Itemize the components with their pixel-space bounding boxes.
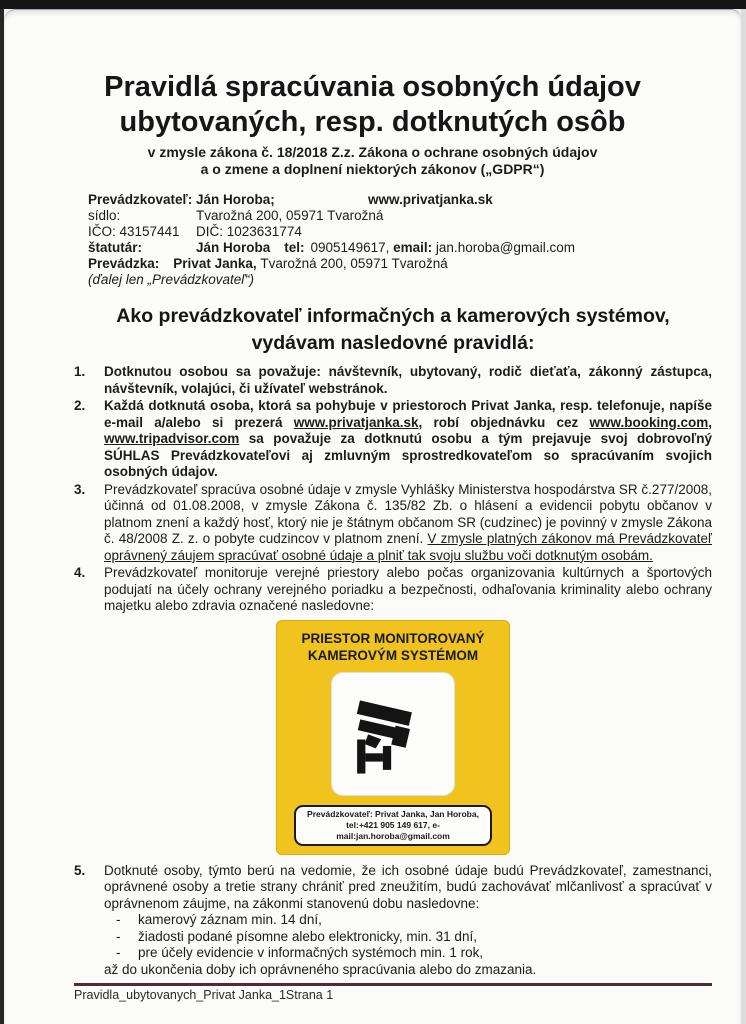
page-title-line2: ubytovaných, resp. dotknutých osôb <box>119 106 626 138</box>
rule-2-number: 2. <box>74 398 86 414</box>
provider-row-premises <box>88 256 712 272</box>
page-subtitle-line2: a o zmene a doplnení niektorých zákonov („GDPR“) <box>200 160 545 177</box>
rule-2-seg3: , <box>708 414 712 430</box>
rule-5-content <box>104 863 712 979</box>
premises-label: Prevádzka: <box>88 255 160 271</box>
rule-item-4 <box>74 565 712 615</box>
bullet-dash: - <box>116 928 121 944</box>
bullet-text: kamerový záznam min. 14 dní, <box>138 912 322 928</box>
provider-alias-note: (ďalej len „Prevádzkovateľ“) <box>88 271 255 287</box>
provider-row-statutory <box>88 240 712 256</box>
rule-item-5 <box>74 863 712 979</box>
cctv-camera-icon <box>347 688 439 780</box>
page-footer <box>74 983 712 1003</box>
operator-name: Ján Horoba; <box>196 192 275 207</box>
rule-2-seg4: sa považuje za dotknutú osobu a tým prejavuje svoj dobrovoľný SÚHLAS Prevádzkovateľovi aj zmluvným sprostredkovateľom so spracúvaním svojich osobných údajov. <box>104 431 712 480</box>
bullet-dash: - <box>116 945 121 961</box>
seat-value: Tvarožná 200, 05971 Tvarožná <box>196 207 384 223</box>
monitoring-sign-title-line2: KAMEROVÝM SYSTÉMOM <box>307 647 479 663</box>
operator-label: Prevádzkovateľ: <box>88 192 193 207</box>
page-title-line1: Pravidlá spracúvania osobných údajov <box>104 71 641 103</box>
rule-4-number: 4. <box>74 565 86 581</box>
section-heading <box>74 303 712 357</box>
tel-label: tel: <box>284 239 305 255</box>
monitoring-sign-title <box>285 630 501 664</box>
dic-value: DIČ: 1023631774 <box>196 223 302 239</box>
rule-4-text: Prevádzkovateľ monitoruje verejné priestory alebo počas organizovania kultúrnych a športových podujatí na účely ochrany verejného poriadku a bezpečnosti, odhaľovania kriminality alebo ochrany majetku alebo zdravia označené nasledovne: <box>104 565 712 614</box>
rule-3-seg1: Prevádzkovateľ spracúva osobné údaje v zmysle Vyhlášky Ministerstva hospodárstva SR č.277/2008, účinná od 01.08.2008, v zmysle Zákona č. 135/82 Zb. o hlásení a evidencii pobytu občanov v platnom znení a každý hosť, ktorý nie je štátnym občanom SR (cudzinec) je povinný v zmysle Zákona č. 48/2008 Z. z. o pobyte cudzincov v platnom znení. <box>104 481 712 547</box>
section-heading-line1: Ako prevádzkovateľ informačných a kamerových systémov, <box>116 305 670 328</box>
provider-row-seat <box>88 208 712 224</box>
rule-5-bullets <box>104 912 712 962</box>
rule-item-1 <box>74 364 712 397</box>
ico-value: IČO: 43157441 <box>88 223 180 239</box>
bullet-item <box>104 912 712 929</box>
monitoring-sign-contact <box>294 805 492 846</box>
tripadvisor-link: www.tripadvisor.com <box>104 431 240 447</box>
monitoring-sign-contact-line2: tel:+421 905 149 617, e-mail:jan.horoba@gmail.com <box>336 819 450 841</box>
monitoring-sign-title-line1: PRIESTOR MONITOROVANÝ <box>301 630 485 646</box>
provider-row-ids <box>88 224 712 240</box>
statutory-contact <box>196 240 575 256</box>
footer-filename: Pravidla_ubytovanych_Privat Janka_1Strana 1 <box>74 988 334 1003</box>
bullet-dash: - <box>116 912 121 928</box>
privatjanka-link: www.privatjanka.sk <box>293 414 419 430</box>
premises-address: Tvarožná 200, 05971 Tvarožná <box>260 255 448 271</box>
section-heading-line2: vydávam nasledovné pravidlá: <box>251 332 535 355</box>
website-link: www.privatjanka.sk <box>368 192 493 207</box>
rule-5-outro: až do ukončenia doby ich oprávneného spracúvania alebo do zmazania. <box>104 961 537 977</box>
rule-5-number: 5. <box>74 862 86 878</box>
statutory-name: Ján Horoba <box>196 239 271 255</box>
bullet-item <box>104 945 712 962</box>
rule-3-underlined-clause: V zmysle platných zákonov má Prevádzkovateľ oprávnený záujem spracúvať osobné údaje a plniť tak svoju službu voči dotknutým osobám. <box>104 531 712 563</box>
rule-2-seg2: , robí objednávku cez <box>418 414 590 430</box>
bullet-text: žiadosti podané písomne alebo elektronicky, min. 31 dní, <box>138 928 477 944</box>
provider-details-block <box>88 192 712 287</box>
rule-1-text: Dotknutou osobou sa považuje: návštevník, ubytovaný, rodič dieťaťa, zákonný zástupca, návštevník, volajúci, či užívateľ webstránok. <box>104 364 712 396</box>
provider-row-operator <box>88 192 712 208</box>
bullet-text: pre účely evidencie v informačných systémoch min. 1 rok, <box>138 945 484 961</box>
bullet-item <box>104 929 712 946</box>
page-subtitle-line1: v zmysle zákona č. 18/2018 Z.z. Zákona o ochrane osobných údajov <box>147 144 598 160</box>
rule-3-number: 3. <box>74 481 86 497</box>
rule-2-text <box>104 398 712 481</box>
document-body <box>4 192 741 1003</box>
rule-2-seg1: Každá dotknutá osoba, ktorá sa pohybuje v priestoroch Privat Janka, resp. telefonuje, napíše e-mail a/alebo si prezerá <box>104 398 712 430</box>
email-label: email: <box>393 239 433 255</box>
booking-link: www.booking.com <box>589 414 709 430</box>
footer-rule <box>74 983 712 986</box>
monitoring-sign-contact-line1: Prevádzkovateľ: Privat Janka, Jan Horoba, <box>307 808 479 819</box>
scan-edge-right <box>741 9 746 1024</box>
monitoring-sign <box>276 620 510 855</box>
camera-icon-box <box>331 672 455 796</box>
page-subtitle <box>44 144 701 177</box>
scanned-document-page <box>4 9 741 1024</box>
seat-label: sídlo: <box>88 207 121 223</box>
rule-5-intro: Dotknuté osoby, týmto berú na vedomie, že ich osobné údaje budú Prevádzkovateľ, zamestnanci, oprávnené osoby a tretie strany chrániť pred zneužitím, budú zachovávať mlčanlivosť a spracúvať v oprávnenom záujme, na zákonmi stanovenú dobu nasledovne: <box>104 862 712 911</box>
statutory-label: štatutár: <box>88 239 143 255</box>
rule-3-text <box>104 482 712 565</box>
scan-edge-top <box>0 0 746 9</box>
document-header <box>4 10 741 177</box>
tel-value: 0905149617, <box>310 239 390 255</box>
rule-item-2 <box>74 398 712 481</box>
premises-name: Privat Janka, <box>173 255 257 271</box>
rules-list <box>74 364 712 978</box>
page-title <box>44 70 701 140</box>
email-value: jan.horoba@gmail.com <box>435 239 575 255</box>
rule-item-3 <box>74 482 712 565</box>
rule-1-number: 1. <box>74 364 86 380</box>
